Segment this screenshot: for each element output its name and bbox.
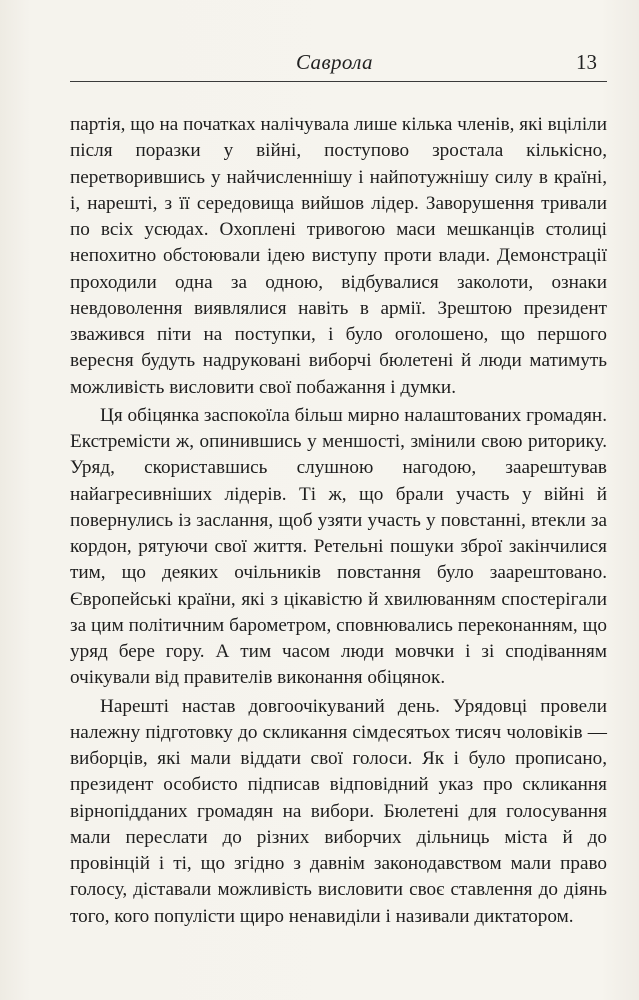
book-title: Саврола bbox=[296, 50, 373, 74]
paragraph: Нарешті настав довгоочікуваний день. Урядовці провели належну підготовку до скликання сімдесятьох тисяч чоловіків — виборців, які мали віддати свої голоси. Як і було прописано, президент особисто підписав відповідний указ про скликання вірнопідданих громадян на вибори. Бюлетені для голосування мали переслати до різних виборчих дільниць міста й до провінцій і ті, що згідно з давнім законодавством мали право голосу, діставали можливість висловити своє ставлення до діянь того, кого популісти щиро ненавиділи і називали диктатором. bbox=[70, 695, 607, 927]
body-text bbox=[70, 112, 607, 930]
running-header bbox=[0, 50, 639, 80]
page-number: 13 bbox=[576, 50, 597, 74]
paragraph-continued: партія, що на початках налічувала лише кілька членів, які вціліли після поразки у війні, поступово зростала кількісно, перетворившись у найчисленнішу і найпотужнішу силу в країні, і, нарешті, з її середовища вийшов лідер. Заворушення тривали по всіх усюдах. Охоплені тривогою маси мешканців столиці непохитно обстоювали ідею виступу проти влади. Демонстрації проходили одна за одною, відбувалися заколоти, ознаки невдоволення виявлялися навіть в армії. Зрештою президент зважився піти на поступки, і було оголошено, що першого вересня будуть надруковані виборчі бюлетені й люди матимуть можливість висловити свої побажання і думки. bbox=[70, 114, 607, 398]
header-rule bbox=[70, 81, 607, 82]
paragraph: Ця обіцянка заспокоїла більш мирно налаштованих громадян. Екстремісти ж, опинившись у меншості, змінили свою риторику. Уряд, скориставшись слушною нагодою, заарештував найагресивніших лідерів. Ті ж, що брали участь у війні й повернулись із заслання, щоб узяти участь у повстанні, втекли за кордон, рятуючи свої життя. Ретельні пошуки зброї закінчилися тим, що деяких очільників повстання було заарештовано. Європейські країни, які з цікавістю й хвилюванням спостерігали за цим політичним барометром, сповнювались переконанням, що уряд бере гору. А тим часом люди мовчки і зі сподіванням очікували від правителів виконання обіцянок. bbox=[70, 404, 607, 689]
